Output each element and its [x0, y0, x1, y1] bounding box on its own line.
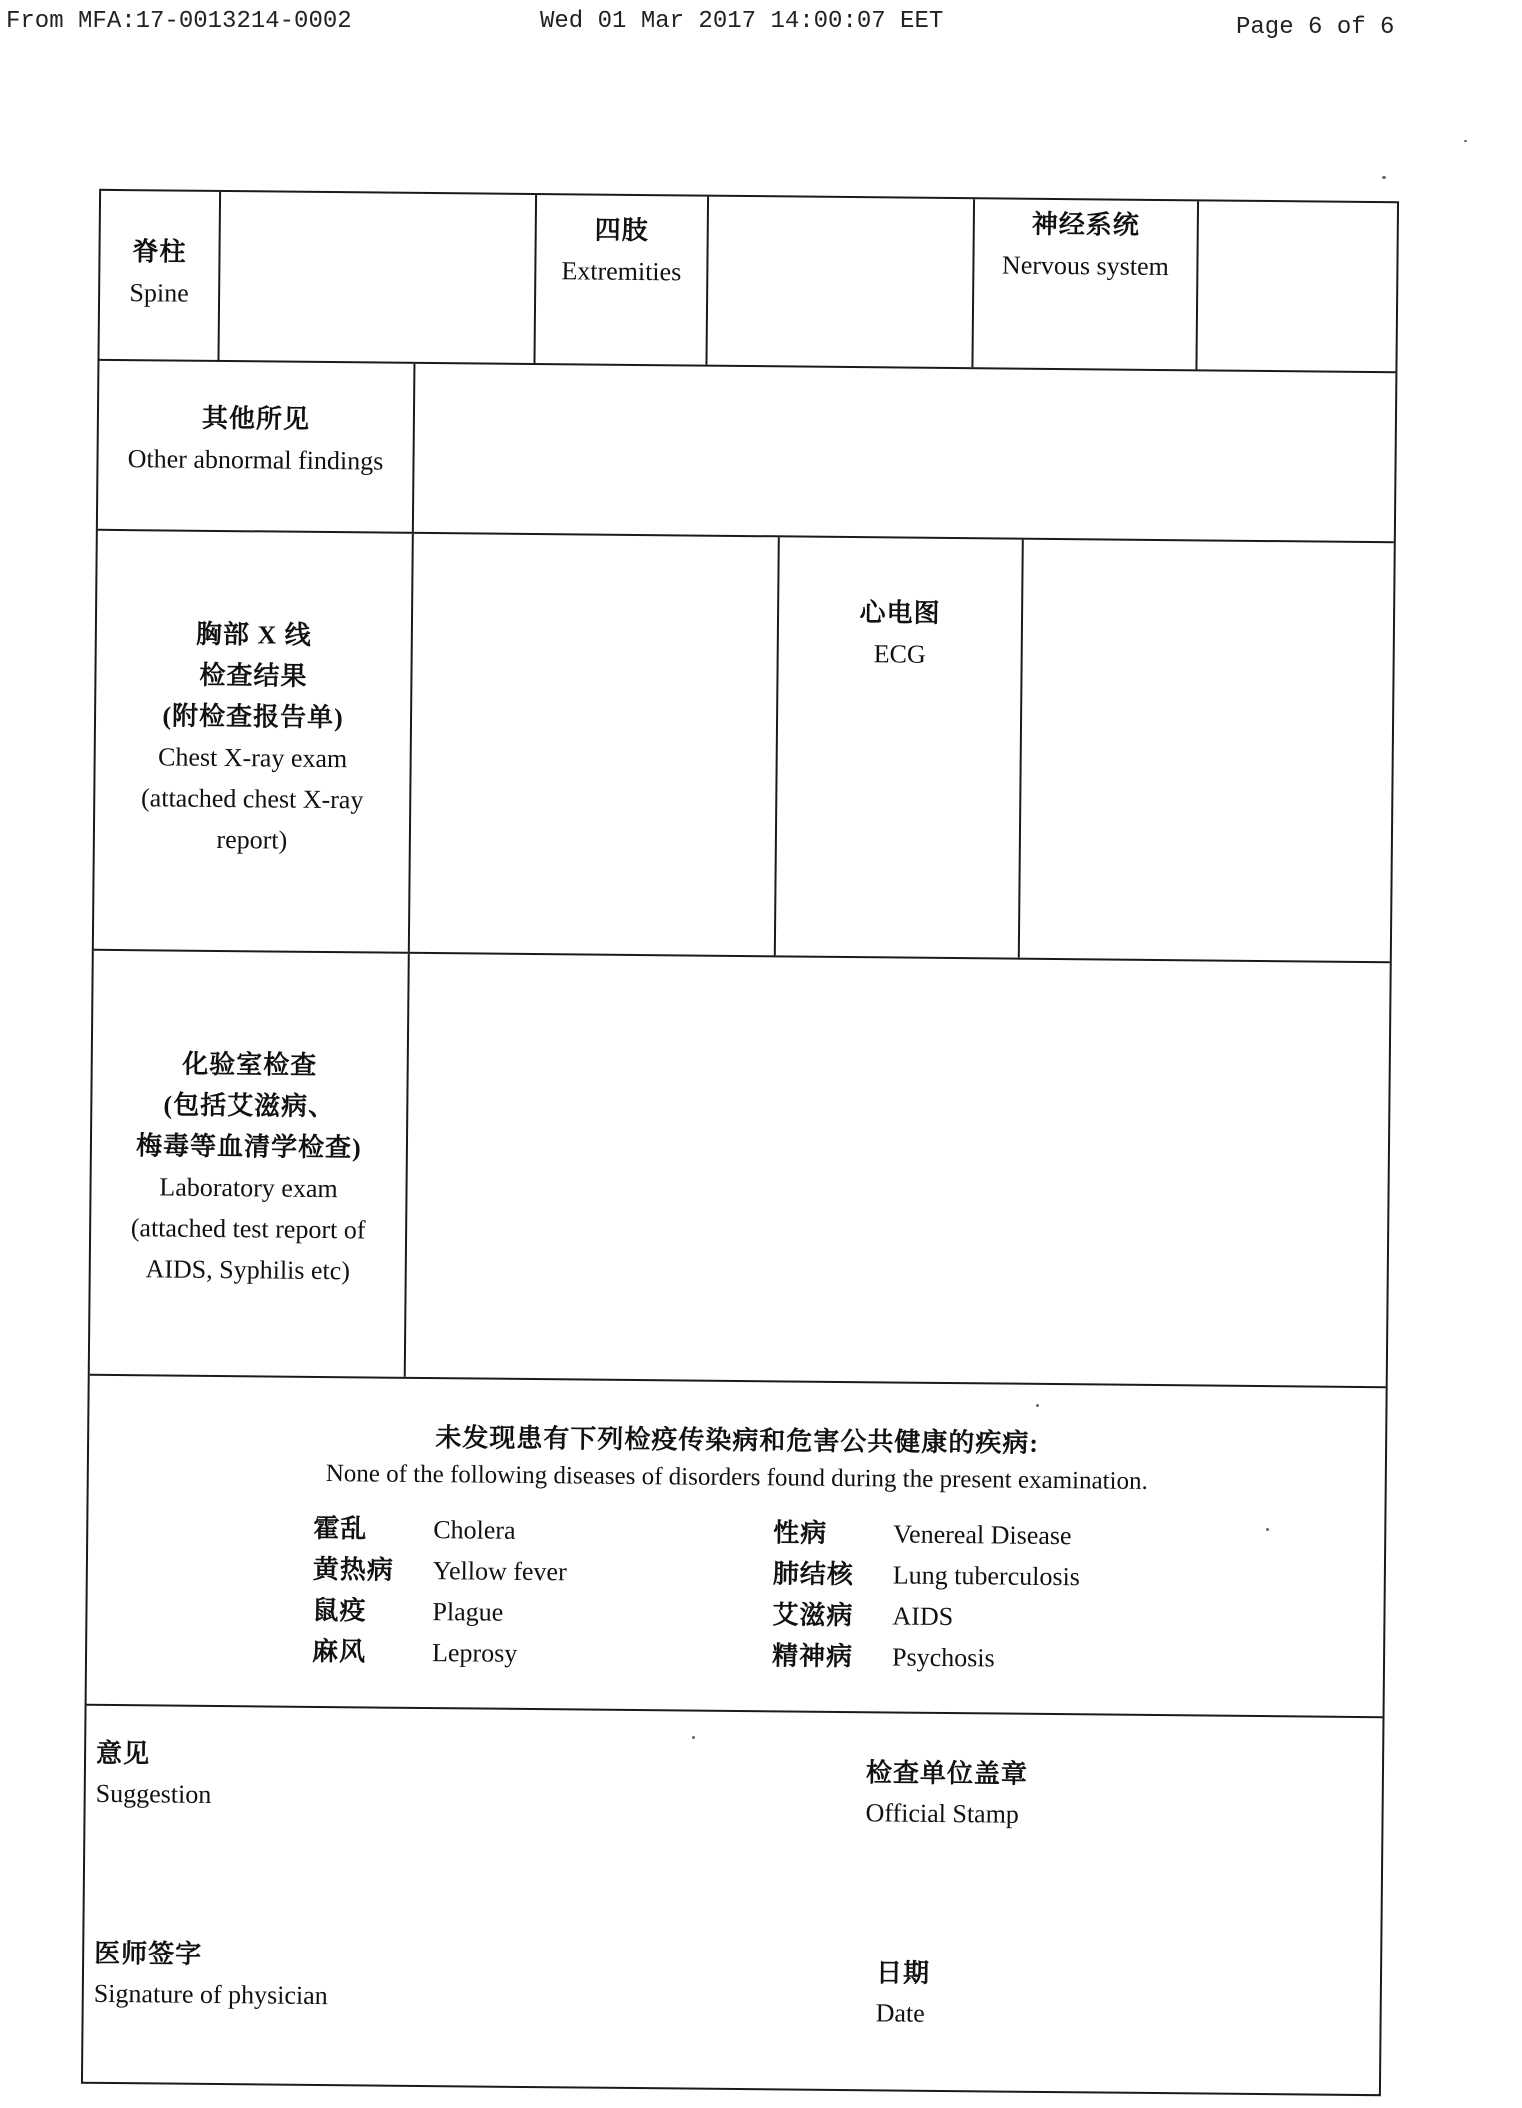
- chest-label-en-2: (attached chest X-ray: [140, 783, 364, 815]
- fax-header: [0, 4, 1522, 44]
- extremities-value-cell: [705, 197, 973, 368]
- disease-item: 麻风 Leprosy: [311, 1636, 518, 1668]
- signature-label-cn: 医师签字: [94, 1938, 203, 1969]
- other-label-cn: 其他所见: [201, 403, 311, 434]
- disease-item: 鼠疫 Plague: [312, 1595, 504, 1627]
- chest-label-cell: [94, 531, 412, 952]
- nervous-value-cell: [1195, 201, 1397, 371]
- fax-page-number: Page 6 of 6: [1236, 14, 1395, 41]
- chest-label-cn-2: 检查结果: [199, 660, 308, 691]
- row-laboratory: [90, 951, 1390, 1388]
- nervous-label-cell: [971, 199, 1197, 369]
- stamp-label-cn: 检查单位盖章: [865, 1758, 1029, 1789]
- ecg-value-cell: [1018, 540, 1394, 962]
- signature-block: [94, 1934, 329, 2016]
- lab-label-cn-1: 化验室检查: [182, 1049, 318, 1080]
- nervous-label-en: Nervous system: [1001, 250, 1169, 282]
- disease-item: 艾滋病 AIDS: [772, 1600, 954, 1632]
- other-value-cell: [412, 364, 1396, 541]
- disease-item: 霍乱 Cholera: [313, 1513, 516, 1545]
- suggestion-label-en: Suggestion: [95, 1778, 212, 1809]
- lab-label-cn-3: 梅毒等血清学检查): [135, 1131, 362, 1163]
- notice-en: None of the following diseases of disorders found during the present examination.: [325, 1460, 1148, 1495]
- date-label-cn: 日期: [875, 1958, 931, 1988]
- suggestion-block: [96, 1734, 212, 1815]
- disease-item: 黄热病 Yellow fever: [312, 1554, 567, 1587]
- scan-speck: [1464, 140, 1467, 142]
- date-label-en: Date: [875, 1998, 925, 2028]
- spine-label-cell: [99, 191, 219, 360]
- row-spine-extremities-nervous: [99, 191, 1397, 373]
- scan-speck: [1266, 1528, 1269, 1531]
- scan-speck: [692, 1736, 695, 1739]
- chest-label-en-1: Chest X-ray exam: [157, 742, 348, 774]
- scan-speck: [1036, 1404, 1039, 1407]
- date-block: [875, 1953, 930, 2034]
- chest-value-cell: [408, 534, 778, 955]
- chest-label-en-3: report): [216, 824, 288, 855]
- chest-label-cn-1: 胸部 X 线: [195, 619, 312, 650]
- disease-list: [311, 1508, 1193, 1673]
- extremities-label-cell: [533, 195, 707, 365]
- suggestion-label-cn: 意见: [95, 1738, 151, 1769]
- scan-speck: [1382, 176, 1386, 179]
- spine-label-en: Spine: [129, 278, 189, 308]
- other-label-en: Other abnormal findings: [127, 444, 384, 476]
- disease-item: 精神病 Psychosis: [771, 1641, 995, 1673]
- row-suggestion-signature: [83, 1706, 1383, 2094]
- spine-label-cn: 脊柱: [132, 237, 187, 267]
- extremities-label-en: Extremities: [561, 256, 682, 287]
- notice-cn: 未发现患有下列检疫传染病和危害公共健康的疾病:: [435, 1423, 1040, 1458]
- lab-label-en-1: Laboratory exam: [159, 1172, 338, 1204]
- fax-source-id: From MFA:17-0013214-0002: [6, 8, 352, 35]
- lab-label-en-3: AIDS, Syphilis etc): [145, 1254, 351, 1286]
- disease-item: 肺结核 Lung tuberculosis: [772, 1559, 1081, 1592]
- lab-label-cn-2: (包括艾滋病、: [163, 1090, 336, 1122]
- fax-timestamp: Wed 01 Mar 2017 14:00:07 EET: [540, 8, 944, 35]
- nervous-label-cn: 神经系统: [1031, 209, 1140, 240]
- signature-label-en: Signature of physician: [93, 1978, 328, 2011]
- other-label-cell: [98, 361, 414, 532]
- row-chest-ecg: [94, 531, 1394, 963]
- stamp-block: [865, 1753, 1028, 1835]
- lab-value-cell: [404, 954, 1390, 1386]
- extremities-label-cn: 四肢: [594, 215, 649, 246]
- chest-label-cn-3: (附检查报告单): [162, 701, 344, 733]
- row-other-findings: [98, 361, 1396, 543]
- medical-exam-form: [81, 189, 1399, 2096]
- stamp-label-en: Official Stamp: [865, 1798, 1020, 1829]
- spine-value-cell: [217, 192, 535, 363]
- ecg-label-cn: 心电图: [859, 598, 941, 628]
- ecg-label-en: ECG: [873, 639, 926, 669]
- row-disease-notice: [87, 1376, 1386, 1718]
- lab-label-cell: [90, 951, 408, 1377]
- lab-label-en-2: (attached test report of: [130, 1213, 366, 1245]
- ecg-label-cell: [774, 537, 1022, 957]
- disease-item: 性病 Venereal Disease: [773, 1518, 1072, 1551]
